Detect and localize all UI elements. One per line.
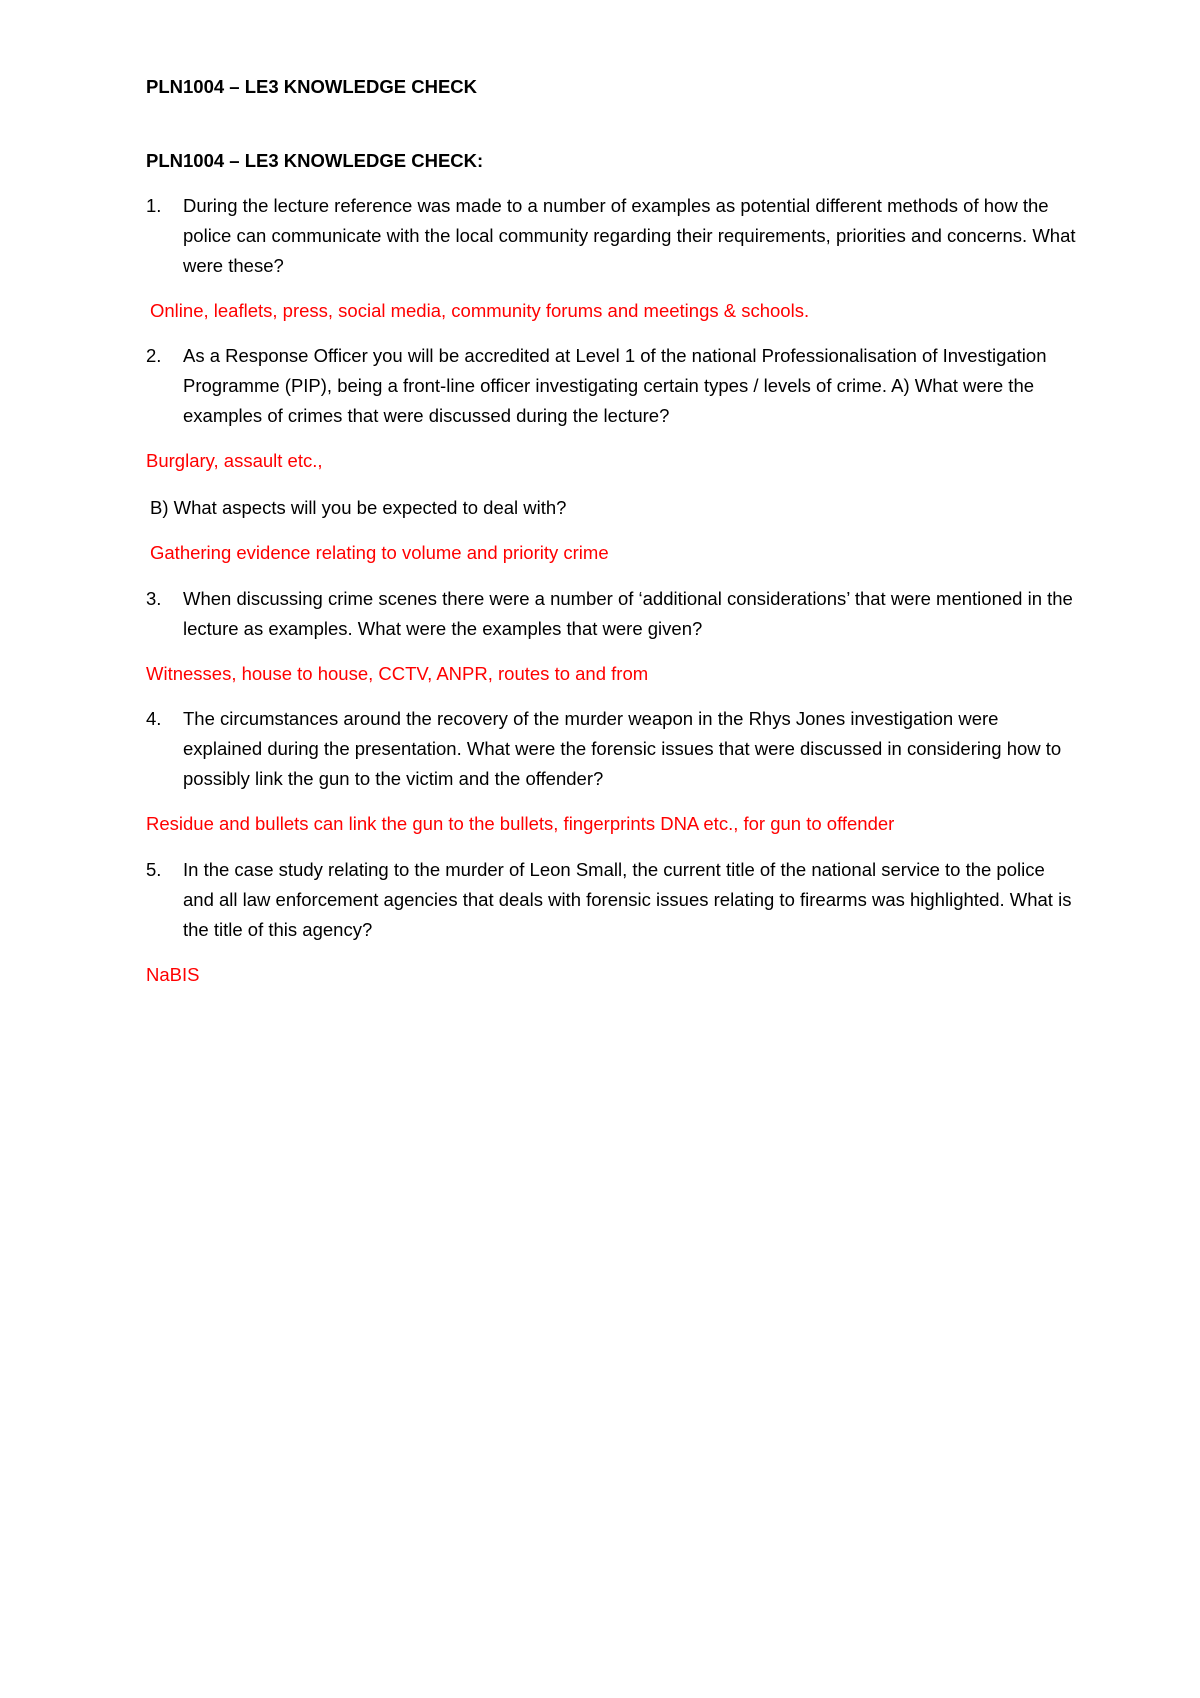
page-header: PLN1004 – LE3 KNOWLEDGE CHECK: [146, 76, 478, 97]
question-3: [146, 584, 1076, 644]
answer-5: NaBIS: [146, 964, 200, 985]
question-number: 5.: [146, 859, 162, 880]
answer-2b: Gathering evidence relating to volume and priority crime: [150, 542, 609, 563]
question-number: 2.: [146, 345, 162, 366]
question-2: [146, 341, 1076, 431]
document-title: PLN1004 – LE3 KNOWLEDGE CHECK:: [146, 150, 484, 171]
answer-3: Witnesses, house to house, CCTV, ANPR, routes to and from: [146, 663, 649, 684]
question-text: The circumstances around the recovery of the murder weapon in the Rhys Jones investigation were explained during the presentation. What were the forensic issues that were discussed in considering how to possibly link the gun to the victim and the offender?: [183, 708, 1062, 789]
question-text: When discussing crime scenes there were a number of ‘additional considerations’ that were mentioned in the lecture as examples. What were the examples that were given?: [183, 588, 1073, 639]
question-number: 4.: [146, 708, 162, 729]
answer-1: Online, leaflets, press, social media, community forums and meetings & schools.: [150, 300, 810, 321]
question-number: 3.: [146, 588, 162, 609]
answer-4: Residue and bullets can link the gun to the bullets, fingerprints DNA etc., for gun to offender: [146, 813, 895, 834]
question-4: [146, 704, 1076, 794]
question-number: 1.: [146, 195, 162, 216]
answer-2a: Burglary, assault etc.,: [146, 450, 323, 471]
question-1: [146, 191, 1076, 281]
sub-question-2b: B) What aspects will you be expected to deal with?: [150, 497, 567, 518]
question-text: During the lecture reference was made to a number of examples as potential different methods of how the police can communicate with the local community regarding their requirements, priorities and concerns. What were these?: [183, 195, 1076, 276]
question-5: [146, 855, 1076, 945]
question-text: In the case study relating to the murder of Leon Small, the current title of the national service to the police and all law enforcement agencies that deals with forensic issues relating to firearms was highlighted. What is the title of this agency?: [183, 859, 1072, 940]
question-text: As a Response Officer you will be accredited at Level 1 of the national Professionalisation of Investigation Programme (PIP), being a front-line officer investigating certain types / levels of crime. A) What were the examples of crimes that were discussed during the lecture?: [183, 345, 1047, 426]
